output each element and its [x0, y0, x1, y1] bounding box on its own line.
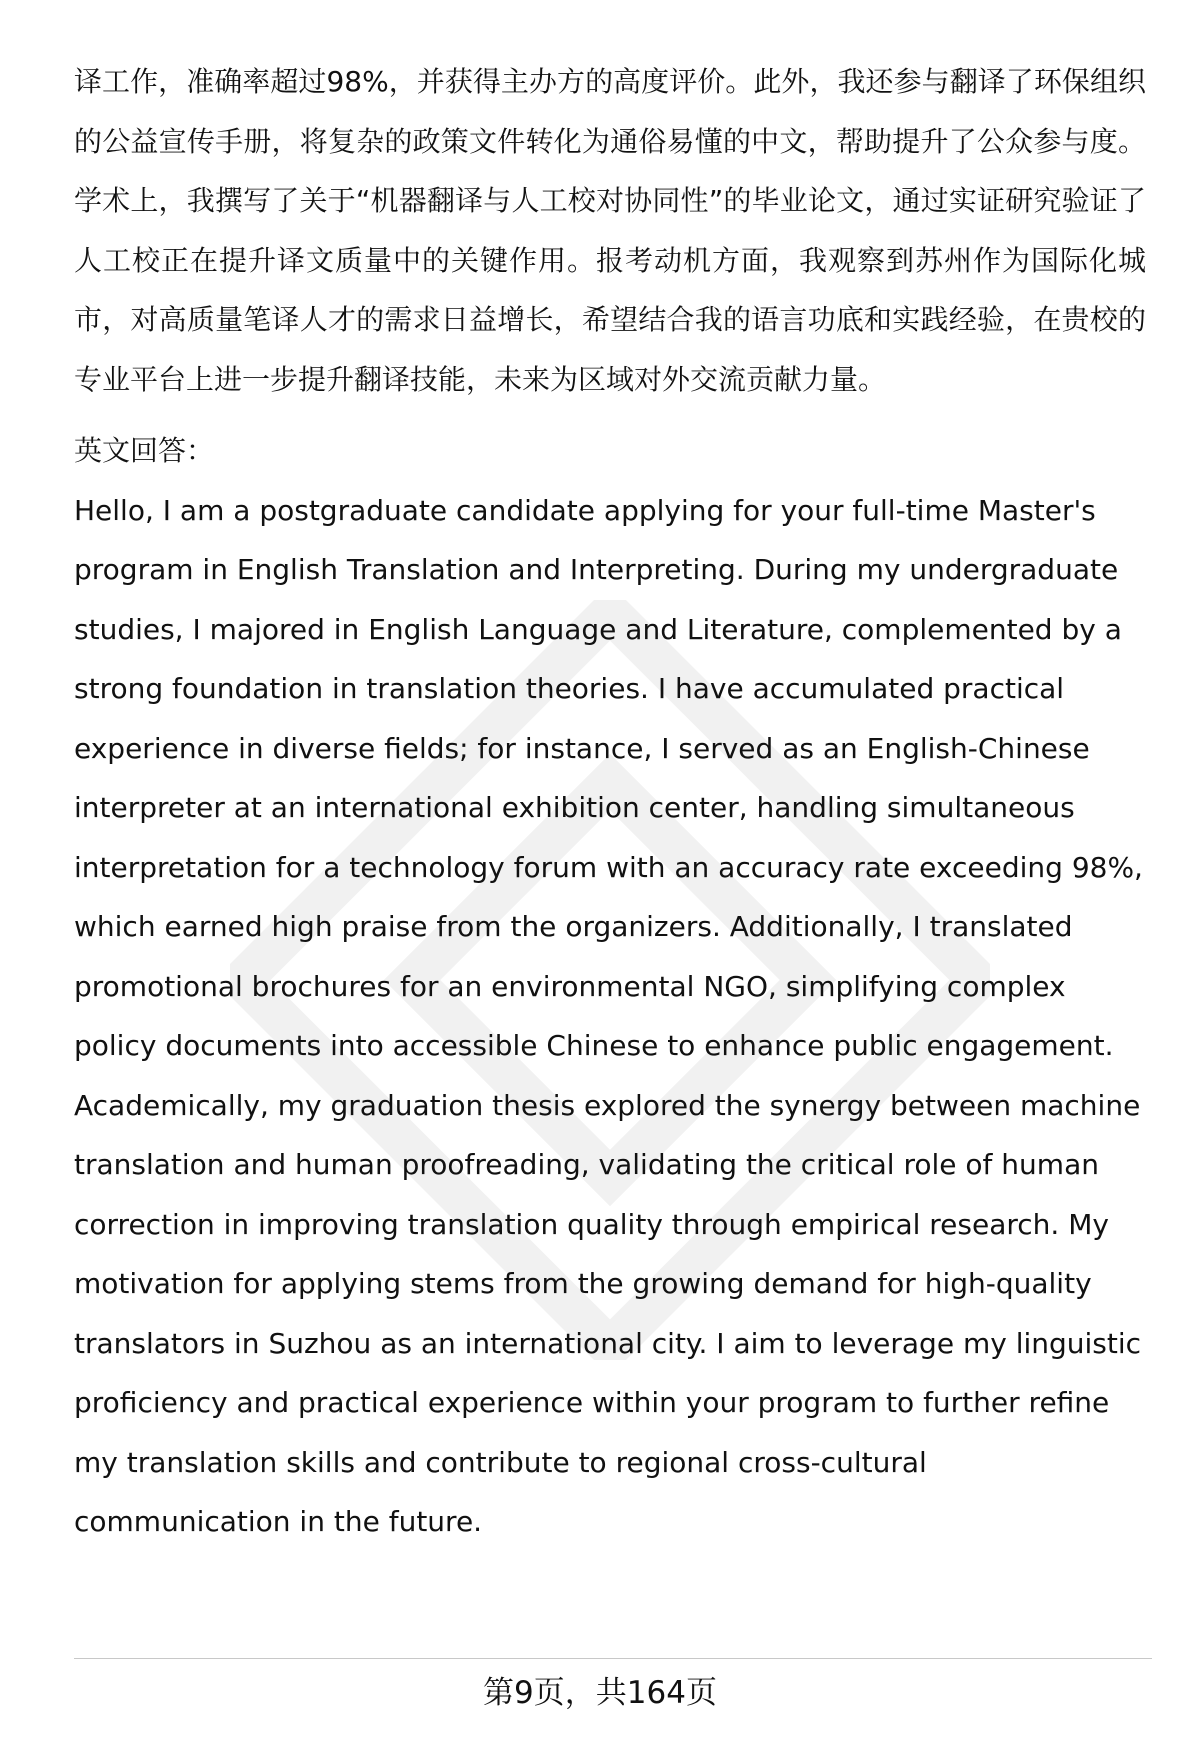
english-answer-label: 英文回答：	[74, 434, 215, 467]
footer-divider	[74, 1658, 1152, 1659]
chinese-answer-paragraph: 译工作，准确率超过98%，并获得主办方的高度评价。此外，我还参与翻译了环保组织的公益宣传手册，将复杂的政策文件转化为通俗易懂的中文，帮助提升了公众参与度。学术上，我撰写了关于“机器翻译与人工校对协同性”的毕业论文，通过实证研究验证了人工校正在提升译文质量中的关键作用。报考动机方面，我观察到苏州作为国际化城市，对高质量笔译人才的需求日益增长，希望结合我的语言功底和实践经验，在贵校的专业平台上进一步提升翻译技能，未来为区域对外交流贡献力量。	[74, 65, 1146, 396]
document-content	[74, 52, 1146, 1552]
page-number: 第9页，共164页	[483, 1675, 717, 1711]
english-answer-paragraph: Hello, I am a postgraduate candidate applying for your full-time Master's program in English Translation and Interpreting. During my undergraduate studies, I majored in English Language and Literature, complemented by a strong foundation in translation theories. I have accumulated practical experience in diverse fields; for instance, I served as an English-Chinese interpreter at an international exhibition center, handling simultaneous interpretation for a technology forum with an accuracy rate exceeding 98%, which earned high praise from the organizers. Additionally, I translated promotional brochures for an environmental NGO, simplifying complex policy documents into accessible Chinese to enhance public engagement. Academically, my graduation thesis explored the synergy between machine translation and human proofreading, validating the critical role of human correction in improving translation quality through empirical research. My motivation for applying stems from the growing demand for high-quality translators in Suzhou as an international city. I aim to leverage my linguistic proficiency and practical experience within your program to further refine my translation skills and contribute to regional cross-cultural communication in the future.	[74, 493, 1143, 1538]
